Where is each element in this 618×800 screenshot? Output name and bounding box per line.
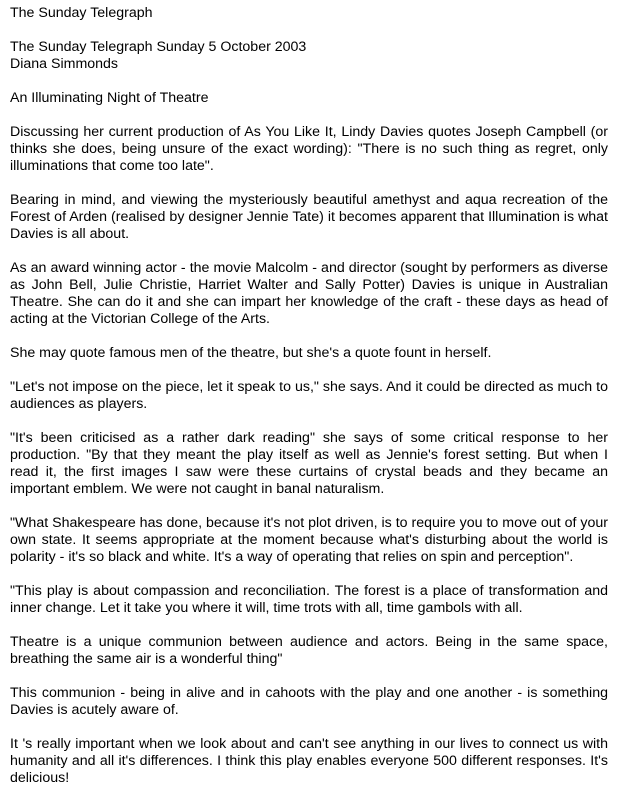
byline-block bbox=[10, 39, 608, 73]
body-paragraph: It 's really important when we look about and can't see anything in our lives to connect us with humanity and all it's differences. I think this play enables everyone 500 different responses. It's delicious! bbox=[10, 736, 608, 786]
body-paragraph: "This play is about compassion and reconciliation. The forest is a place of transformation and inner change. Let it take you where it will, time trots with all, time gambols with all. bbox=[10, 583, 608, 616]
body-paragraph: She may quote famous men of the theatre, but she's a quote fount in herself. bbox=[10, 345, 492, 361]
body-paragraph: "What Shakespeare has done, because it's not plot driven, is to require you to move out of your own state. It seems appropriate at the moment because what's disturbing about the world is polarity - it's so black and white. It's a way of operating that relies on spin and perception". bbox=[10, 515, 608, 565]
body-paragraph: Theatre is a unique communion between audience and actors. Being in the same space, breathing the same air is a wonderful thing" bbox=[10, 634, 608, 667]
body-paragraph: This communion - being in alive and in cahoots with the play and one another - is something Davies is acutely aware of. bbox=[10, 685, 608, 718]
dateline: The Sunday Telegraph Sunday 5 October 2003 bbox=[10, 39, 307, 55]
author-name: Diana Simmonds bbox=[10, 56, 119, 72]
article-headline: An Illuminating Night of Theatre bbox=[10, 90, 209, 106]
body-paragraph: Discussing her current production of As You Like It, Lindy Davies quotes Joseph Campbell (or thinks she does, being unsure of the exact wording): "There is no such thing as regret, only illuminations that come too late". bbox=[10, 124, 608, 174]
publication-name: The Sunday Telegraph bbox=[10, 5, 153, 21]
body-paragraph: As an award winning actor - the movie Malcolm - and director (sought by performers as diverse as John Bell, Julie Christie, Harriet Walter and Sally Potter) Davies is unique in Australian Theatre. She can do it and she can impart her knowledge of the craft - these days as head of acting at the Victorian College of the Arts. bbox=[10, 260, 608, 327]
body-paragraph: "It's been criticised as a rather dark reading" she says of some critical response to her production. "By that they meant the play itself as well as Jennie's forest setting. But when I read it, the first images I saw were these curtains of crystal beads and they became an important emblem. We were not caught in banal naturalism. bbox=[10, 430, 608, 497]
body-paragraph: "Let's not impose on the piece, let it speak to us," she says. And it could be directed as much to audiences as players. bbox=[10, 379, 608, 412]
body-paragraph: Bearing in mind, and viewing the mysteriously beautiful amethyst and aqua recreation of the Forest of Arden (realised by designer Jennie Tate) it becomes apparent that Illumination is what Davies is all about. bbox=[10, 192, 608, 242]
